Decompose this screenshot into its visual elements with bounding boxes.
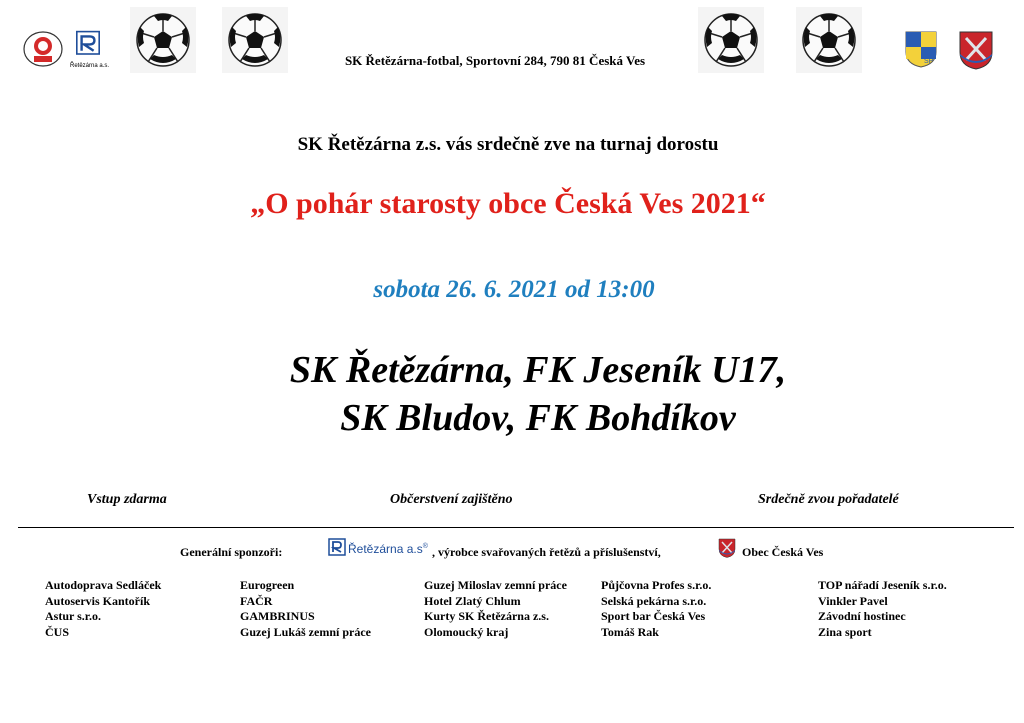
soccer-ball-icon: [130, 7, 196, 73]
logo-caption: Řetězárna a.s.: [70, 63, 110, 69]
sponsor-item: Hotel Zlatý Chlum: [424, 593, 521, 608]
sponsor-item: Eurogreen: [240, 578, 295, 592]
sponsor-item: Tomáš Rak: [601, 624, 659, 639]
date-time: sobota 26. 6. 2021 od 13:00: [373, 276, 655, 303]
sponsor-item: Vinkler Pavel: [818, 593, 888, 608]
sponsor-column-1: [45, 578, 161, 640]
sponsor-item: Zina sport: [818, 624, 872, 639]
sponsor-item: Sport bar Česká Ves: [601, 609, 706, 623]
teams-line-2: SK Bludov, FK Bohdíkov: [340, 397, 736, 439]
sponsor-item: Olomoucký kraj: [424, 624, 509, 639]
ceska-ves-crest: [958, 30, 994, 70]
sponsor-item: Autodoprava Sedláček: [45, 578, 162, 592]
invitation-text: SK Řetězárna z.s. vás srdečně zve na turnaj dorostu: [297, 134, 719, 155]
tournament-title: „O pohár starosty obce Česká Ves 2021“: [250, 187, 766, 220]
sponsor-item: GAMBRINUS: [240, 609, 315, 623]
sponsor-company-name: Řetězárna a.s: [348, 542, 423, 556]
entry-free: Vstup zdarma: [87, 492, 167, 507]
sponsor-item: Astur s.r.o.: [45, 609, 102, 623]
sponsor-item: Autoservis Kantořík: [45, 593, 150, 608]
teams-line-1: SK Řetězárna, FK Jeseník U17,: [289, 349, 787, 391]
svg-text:SP: SP: [924, 58, 934, 65]
sponsor-municipality: Obec Česká Ves: [742, 545, 824, 559]
general-sponsors-label: Generální sponzoři:: [180, 545, 283, 559]
organizers-info: Srdečně zvou pořadatelé: [758, 492, 899, 507]
sponsor-item: ČUS: [45, 624, 70, 639]
header-address: SK Řetězárna-fotbal, Sportovní 284, 790 81 Česká Ves: [344, 53, 646, 68]
soccer-ball-icon: [698, 7, 764, 73]
divider-line: [18, 527, 1014, 528]
sk-retezarna-club-logo: [22, 28, 64, 70]
sponsor-company-description: , výrobce svařovaných řetězů a příslušenství,: [432, 545, 661, 559]
sponsor-item: Selská pekárna s.r.o.: [601, 593, 707, 608]
sponsor-item: FAČR: [240, 593, 273, 608]
sponsor-column-4: [601, 578, 711, 640]
olomoucky-kraj-crest: [904, 30, 938, 68]
sponsor-item: Guzej Lukáš zemní práce: [240, 624, 371, 639]
sponsor-item: Kurty SK Řetězárna z.s.: [424, 609, 549, 623]
soccer-ball-icon: [796, 7, 862, 73]
soccer-ball-icon: [222, 7, 288, 73]
refreshments-info: Občerstvení zajištěno: [390, 492, 513, 507]
sponsor-item: Závodní hostinec: [818, 609, 906, 623]
ceska-ves-crest: [718, 538, 736, 558]
sponsor-column-3: [424, 578, 567, 640]
sponsor-item: Guzej Miloslav zemní práce: [424, 578, 567, 592]
sponsor-item: Půjčovna Profes s.r.o.: [601, 578, 712, 592]
retezarna-company-logo: [328, 538, 346, 556]
sponsor-item: TOP nářadí Jeseník s.r.o.: [818, 578, 947, 592]
retezarna-company-logo: [70, 30, 110, 70]
sponsor-column-5: [818, 578, 947, 640]
sponsor-column-2: [240, 578, 371, 640]
